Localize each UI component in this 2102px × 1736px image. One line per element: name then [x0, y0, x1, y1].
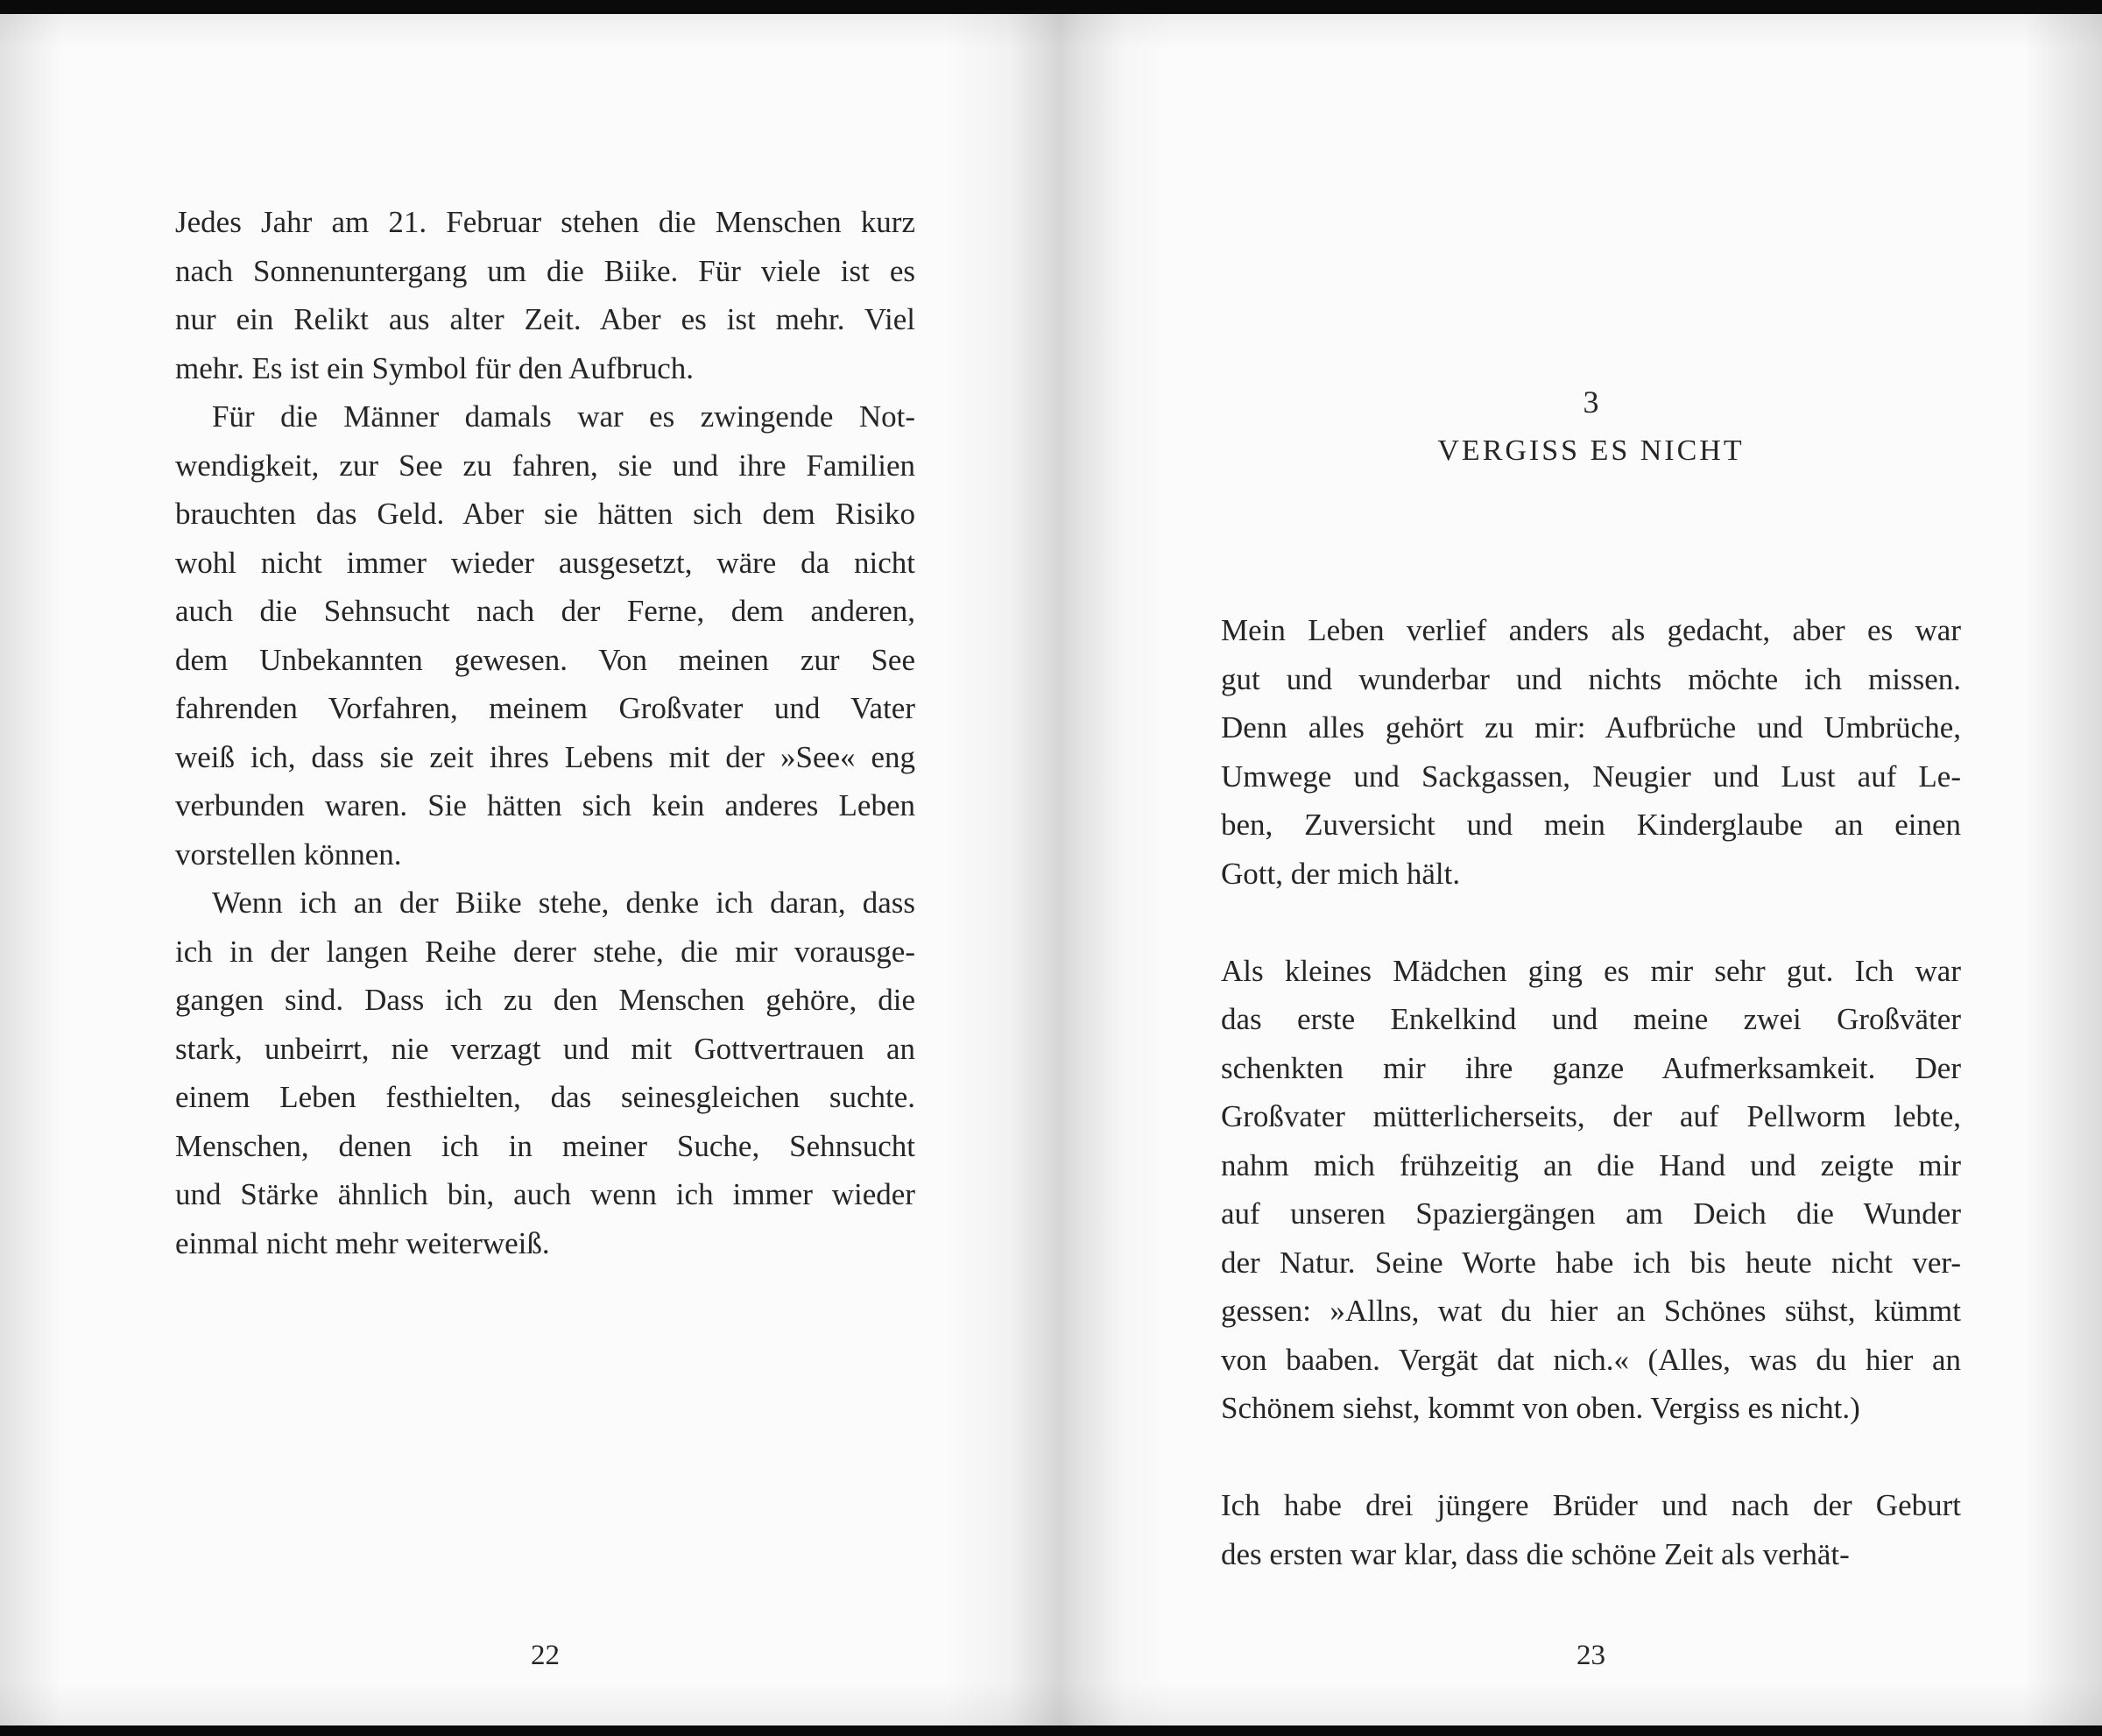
text-line: verbunden waren. Sie hätten sich kein anderes Leben: [175, 788, 915, 822]
text-line: wendigkeit, zur See zu fahren, sie und ihre Familien: [175, 448, 915, 483]
paragraph: [175, 198, 915, 392]
text-line: einmal nicht mehr weiterweiß.: [175, 1225, 550, 1260]
page-number-left: 22: [531, 1640, 560, 1671]
paragraph: [175, 879, 915, 1267]
text-line: des ersten war klar, dass die schöne Zeit als verhät-: [1221, 1536, 1850, 1571]
chapter-heading: [1221, 384, 1961, 468]
text-line: fahrenden Vorfahren, meinem Großvater und Vater: [175, 691, 915, 725]
text-line: dem Unbekannten gewesen. Von meinen zur See: [175, 642, 915, 677]
text-line: auch die Sehnsucht nach der Ferne, dem anderen,: [175, 594, 915, 628]
page-right-body-text: [1221, 606, 1961, 1578]
text-line: Schönem siehst, kommt von oben. Vergiss es nicht.): [1221, 1391, 1860, 1425]
text-line: Denn alles gehört zu mir: Aufbrüche und Umbrüche,: [1221, 710, 1961, 745]
text-line: und Stärke ähnlich bin, auch wenn ich immer wieder: [175, 1177, 915, 1211]
text-line: nach Sonnenuntergang um die Biike. Für viele ist es: [175, 253, 915, 288]
text-line: vorstellen können.: [175, 836, 402, 872]
text-line: einem Leben festhielten, das seinesgleichen suchte.: [175, 1080, 915, 1114]
book-spine-shadow: [946, 0, 1174, 1736]
text-line: ben, Zuversicht und mein Kinderglaube an einen: [1221, 808, 1961, 842]
text-line: weiß ich, dass sie zeit ihres Lebens mit der »See« eng: [175, 739, 915, 774]
chapter-title: VERGISS ES NICHT: [1437, 434, 1745, 467]
text-line: Gott, der mich hält.: [1221, 856, 1461, 891]
text-line: Großvater mütterlicherseits, der auf Pellworm lebte,: [1221, 1099, 1961, 1133]
text-line: von baaben. Vergät dat nich.« (Alles, was du hier an: [1221, 1342, 1961, 1377]
top-edge-bar: [0, 0, 2102, 14]
text-line: wohl nicht immer wieder ausgesetzt, wäre da nicht: [175, 545, 915, 580]
text-line: Ich habe drei jüngere Brüder und nach der Geburt: [1221, 1488, 1961, 1522]
text-line: ich in der langen Reihe derer stehe, die mir vorausge-: [175, 934, 915, 969]
text-line: Umwege und Sackgassen, Neugier und Lust auf Le-: [1221, 759, 1961, 794]
text-line: das erste Enkelkind und meine zwei Großväter: [1221, 1002, 1961, 1036]
text-line: nahm mich frühzeitig an die Hand und zeigte mir: [1221, 1147, 1961, 1182]
text-line: auf unseren Spaziergängen am Deich die Wunder: [1221, 1196, 1961, 1231]
paragraph: [1221, 947, 1961, 1433]
page-left-body-text: [175, 198, 915, 1267]
text-line: schenkten mir ihre ganze Aufmerksamkeit. Der: [1221, 1050, 1961, 1085]
text-line: gut und wunderbar und nichts möchte ich missen.: [1221, 661, 1961, 696]
text-line: mehr. Es ist ein Symbol für den Aufbruch.: [175, 350, 695, 385]
chapter-number: 3: [1583, 385, 1599, 420]
text-line: Wenn ich an der Biike stehe, denke ich daran, dass: [212, 886, 915, 920]
text-line: brauchten das Geld. Aber sie hätten sich dem Risiko: [175, 497, 915, 531]
right-page-edge-shade: [2023, 0, 2102, 1736]
bottom-edge-bar: [0, 1725, 2102, 1736]
text-line: der Natur. Seine Worte habe ich bis heute nicht ver-: [1221, 1245, 1961, 1280]
text-line: gangen sind. Dass ich zu den Menschen gehöre, die: [175, 983, 915, 1017]
paragraph: [175, 392, 915, 879]
text-line: Für die Männer damals war es zwingende Not-: [212, 399, 915, 434]
text-line: Jedes Jahr am 21. Februar stehen die Menschen kurz: [175, 205, 915, 239]
text-line: Als kleines Mädchen ging es mir sehr gut. Ich war: [1221, 953, 1961, 988]
text-line: stark, unbeirrt, nie verzagt und mit Gottvertrauen an: [175, 1031, 915, 1066]
text-line: gessen: »Allns, wat du hier an Schönes sühst, kümmt: [1221, 1294, 1961, 1328]
left-page-edge-shade: [0, 0, 61, 1736]
paragraph: [1221, 606, 1961, 898]
text-line: Menschen, denen ich in meiner Suche, Sehnsucht: [175, 1128, 915, 1163]
text-line: nur ein Relikt aus alter Zeit. Aber es ist mehr. Viel: [175, 302, 915, 336]
text-line: Mein Leben verlief anders als gedacht, aber es war: [1221, 613, 1961, 647]
page-number-right: 23: [1576, 1640, 1605, 1671]
paragraph: [1221, 1481, 1961, 1578]
